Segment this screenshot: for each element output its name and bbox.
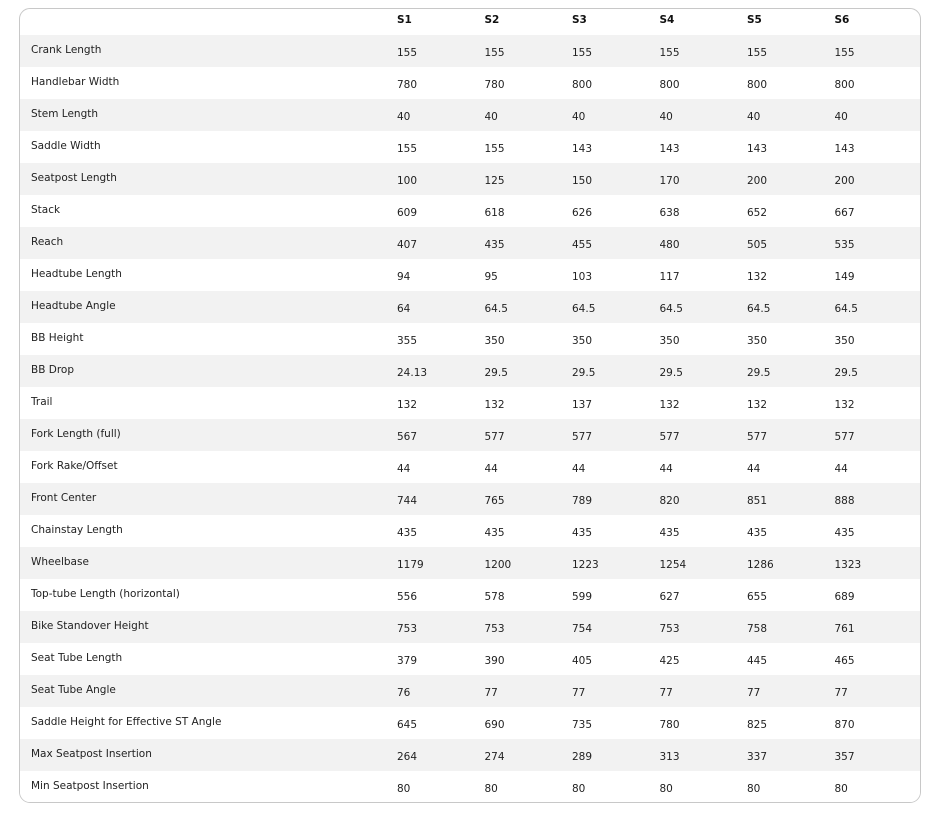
geometry-table bbox=[20, 9, 921, 803]
table-row bbox=[20, 707, 921, 739]
value-cell-s4: 77 bbox=[659, 687, 673, 699]
value-cell-s1: 780 bbox=[397, 79, 418, 91]
value-cell-s4: 800 bbox=[659, 79, 680, 91]
value-cell-s4: 117 bbox=[659, 271, 680, 283]
value-cell-s4: 44 bbox=[659, 463, 673, 475]
table-header bbox=[20, 9, 921, 35]
value-cell-s6: 77 bbox=[834, 687, 848, 699]
table-row bbox=[20, 291, 921, 323]
value-cell-s1: 40 bbox=[397, 111, 411, 123]
value-cell-s1: 24.13 bbox=[397, 367, 428, 379]
table-row bbox=[20, 483, 921, 515]
value-cell-s3: 455 bbox=[572, 239, 593, 251]
table-row bbox=[20, 35, 921, 67]
value-cell-s2: 155 bbox=[484, 47, 505, 59]
value-cell-s1: 609 bbox=[397, 207, 418, 219]
value-cell-s4: 350 bbox=[659, 335, 680, 347]
value-cell-s4: 627 bbox=[659, 591, 680, 603]
value-cell-s2: 690 bbox=[484, 719, 505, 731]
value-cell-s6: 200 bbox=[834, 175, 855, 187]
value-cell-s2: 64.5 bbox=[484, 303, 508, 315]
value-cell-s6: 577 bbox=[834, 431, 855, 443]
value-cell-s4: 820 bbox=[659, 495, 680, 507]
row-label: Headtube Angle bbox=[31, 300, 116, 312]
value-cell-s2: 80 bbox=[484, 783, 498, 795]
value-cell-s3: 350 bbox=[572, 335, 593, 347]
value-cell-s2: 350 bbox=[484, 335, 505, 347]
value-cell-s2: 765 bbox=[484, 495, 505, 507]
value-cell-s3: 80 bbox=[572, 783, 586, 795]
value-cell-s4: 425 bbox=[659, 655, 680, 667]
value-cell-s6: 689 bbox=[834, 591, 855, 603]
value-cell-s3: 735 bbox=[572, 719, 593, 731]
value-cell-s3: 137 bbox=[572, 399, 593, 411]
value-cell-s6: 44 bbox=[834, 463, 848, 475]
value-cell-s1: 76 bbox=[397, 687, 411, 699]
value-cell-s6: 800 bbox=[834, 79, 855, 91]
value-cell-s4: 638 bbox=[659, 207, 680, 219]
value-cell-s4: 1254 bbox=[659, 559, 687, 571]
value-cell-s2: 753 bbox=[484, 623, 505, 635]
value-cell-s1: 100 bbox=[397, 175, 418, 187]
value-cell-s5: 825 bbox=[747, 719, 768, 731]
row-label: Saddle Width bbox=[31, 140, 101, 152]
row-label: Stack bbox=[31, 204, 61, 216]
value-cell-s6: 357 bbox=[834, 751, 855, 763]
value-cell-s1: 753 bbox=[397, 623, 418, 635]
value-cell-s1: 94 bbox=[397, 271, 411, 283]
value-cell-s1: 1179 bbox=[397, 559, 424, 571]
row-label: Headtube Length bbox=[31, 268, 122, 280]
table-row bbox=[20, 195, 921, 227]
value-cell-s1: 744 bbox=[397, 495, 418, 507]
value-cell-s6: 667 bbox=[834, 207, 855, 219]
value-cell-s3: 64.5 bbox=[572, 303, 596, 315]
value-cell-s5: 44 bbox=[747, 463, 761, 475]
value-cell-s6: 143 bbox=[834, 143, 855, 155]
value-cell-s1: 44 bbox=[397, 463, 411, 475]
value-cell-s5: 80 bbox=[747, 783, 761, 795]
value-cell-s2: 125 bbox=[484, 175, 505, 187]
value-cell-s3: 435 bbox=[572, 527, 593, 539]
value-cell-s1: 407 bbox=[397, 239, 418, 251]
value-cell-s2: 618 bbox=[484, 207, 505, 219]
value-cell-s1: 155 bbox=[397, 47, 418, 59]
value-cell-s4: 40 bbox=[659, 111, 673, 123]
value-cell-s5: 1286 bbox=[747, 559, 774, 571]
table-row bbox=[20, 739, 921, 771]
value-cell-s3: 626 bbox=[572, 207, 593, 219]
table-row bbox=[20, 675, 921, 707]
value-cell-s4: 480 bbox=[659, 239, 680, 251]
value-cell-s2: 780 bbox=[484, 79, 505, 91]
geometry-table-container bbox=[19, 8, 921, 803]
row-label: Crank Length bbox=[31, 44, 102, 56]
value-cell-s5: 758 bbox=[747, 623, 768, 635]
table-row bbox=[20, 579, 921, 611]
value-cell-s4: 780 bbox=[659, 719, 680, 731]
table-row bbox=[20, 643, 921, 675]
value-cell-s1: 155 bbox=[397, 143, 418, 155]
value-cell-s5: 40 bbox=[747, 111, 761, 123]
value-cell-s5: 337 bbox=[747, 751, 768, 763]
value-cell-s3: 289 bbox=[572, 751, 593, 763]
value-cell-s6: 435 bbox=[834, 527, 855, 539]
value-cell-s2: 40 bbox=[484, 111, 498, 123]
table-row bbox=[20, 355, 921, 387]
row-label: Trail bbox=[31, 396, 53, 408]
value-cell-s3: 143 bbox=[572, 143, 593, 155]
value-cell-s3: 800 bbox=[572, 79, 593, 91]
value-cell-s1: 264 bbox=[397, 751, 418, 763]
row-label: Stem Length bbox=[31, 108, 99, 120]
value-cell-s5: 655 bbox=[747, 591, 768, 603]
value-cell-s2: 390 bbox=[484, 655, 505, 667]
value-cell-s2: 132 bbox=[484, 399, 505, 411]
value-cell-s1: 379 bbox=[397, 655, 418, 667]
value-cell-s3: 754 bbox=[572, 623, 593, 635]
value-cell-s6: 888 bbox=[834, 495, 855, 507]
value-cell-s5: 132 bbox=[747, 399, 768, 411]
value-cell-s1: 567 bbox=[397, 431, 418, 443]
table-row bbox=[20, 323, 921, 355]
value-cell-s5: 77 bbox=[747, 687, 761, 699]
value-cell-s3: 599 bbox=[572, 591, 593, 603]
value-cell-s2: 44 bbox=[484, 463, 498, 475]
value-cell-s6: 64.5 bbox=[834, 303, 858, 315]
row-label: Fork Length (full) bbox=[31, 428, 121, 440]
size-header-s5: S5 bbox=[747, 14, 762, 26]
value-cell-s2: 1200 bbox=[484, 559, 512, 571]
value-cell-s2: 435 bbox=[484, 527, 505, 539]
value-cell-s5: 350 bbox=[747, 335, 768, 347]
value-cell-s2: 155 bbox=[484, 143, 505, 155]
value-cell-s6: 80 bbox=[834, 783, 848, 795]
row-label: Reach bbox=[31, 236, 64, 248]
row-label: Chainstay Length bbox=[31, 524, 123, 536]
value-cell-s3: 40 bbox=[572, 111, 586, 123]
value-cell-s6: 149 bbox=[834, 271, 855, 283]
table-row bbox=[20, 547, 921, 579]
row-label: Top-tube Length (horizontal) bbox=[31, 588, 180, 600]
row-label: BB Drop bbox=[31, 364, 75, 376]
value-cell-s3: 103 bbox=[572, 271, 593, 283]
value-cell-s5: 200 bbox=[747, 175, 768, 187]
value-cell-s2: 578 bbox=[484, 591, 505, 603]
value-cell-s6: 465 bbox=[834, 655, 855, 667]
value-cell-s1: 556 bbox=[397, 591, 418, 603]
table-row bbox=[20, 131, 921, 163]
value-cell-s4: 435 bbox=[659, 527, 680, 539]
size-header-s1: S1 bbox=[397, 14, 412, 26]
table-row bbox=[20, 67, 921, 99]
size-header-s4: S4 bbox=[659, 14, 675, 26]
row-label: Fork Rake/Offset bbox=[31, 460, 118, 472]
value-cell-s5: 435 bbox=[747, 527, 768, 539]
table-row bbox=[20, 419, 921, 451]
value-cell-s5: 851 bbox=[747, 495, 768, 507]
value-cell-s3: 155 bbox=[572, 47, 593, 59]
value-cell-s6: 870 bbox=[834, 719, 855, 731]
value-cell-s4: 753 bbox=[659, 623, 680, 635]
value-cell-s3: 44 bbox=[572, 463, 586, 475]
table-row bbox=[20, 259, 921, 291]
table-row bbox=[20, 771, 921, 803]
value-cell-s1: 435 bbox=[397, 527, 418, 539]
value-cell-s5: 155 bbox=[747, 47, 768, 59]
value-cell-s5: 143 bbox=[747, 143, 768, 155]
value-cell-s4: 64.5 bbox=[659, 303, 683, 315]
header-row bbox=[20, 9, 921, 35]
value-cell-s2: 77 bbox=[484, 687, 498, 699]
value-cell-s3: 405 bbox=[572, 655, 593, 667]
row-label: Seat Tube Angle bbox=[31, 684, 116, 696]
table-row bbox=[20, 387, 921, 419]
value-cell-s3: 29.5 bbox=[572, 367, 596, 379]
value-cell-s2: 274 bbox=[484, 751, 505, 763]
row-label: Bike Standover Height bbox=[31, 620, 149, 632]
value-cell-s3: 789 bbox=[572, 495, 593, 507]
table-row bbox=[20, 611, 921, 643]
value-cell-s5: 652 bbox=[747, 207, 768, 219]
table-row bbox=[20, 515, 921, 547]
value-cell-s3: 150 bbox=[572, 175, 593, 187]
value-cell-s5: 800 bbox=[747, 79, 768, 91]
row-label: Max Seatpost Insertion bbox=[31, 748, 152, 760]
value-cell-s5: 445 bbox=[747, 655, 768, 667]
size-header-s3: S3 bbox=[572, 14, 587, 26]
value-cell-s4: 170 bbox=[659, 175, 680, 187]
value-cell-s4: 155 bbox=[659, 47, 680, 59]
value-cell-s6: 1323 bbox=[834, 559, 862, 571]
value-cell-s6: 155 bbox=[834, 47, 855, 59]
row-label: BB Height bbox=[31, 332, 84, 344]
value-cell-s6: 350 bbox=[834, 335, 855, 347]
value-cell-s1: 64 bbox=[397, 303, 411, 315]
row-label: Handlebar Width bbox=[31, 76, 120, 88]
value-cell-s3: 77 bbox=[572, 687, 586, 699]
row-label: Saddle Height for Effective ST Angle bbox=[31, 716, 222, 728]
value-cell-s2: 577 bbox=[484, 431, 505, 443]
value-cell-s6: 40 bbox=[834, 111, 848, 123]
value-cell-s1: 132 bbox=[397, 399, 418, 411]
header-label-cell bbox=[20, 9, 397, 35]
value-cell-s6: 761 bbox=[834, 623, 855, 635]
value-cell-s5: 29.5 bbox=[747, 367, 771, 379]
value-cell-s5: 505 bbox=[747, 239, 768, 251]
size-header-s6: S6 bbox=[834, 14, 850, 26]
table-row bbox=[20, 163, 921, 195]
value-cell-s4: 313 bbox=[659, 751, 680, 763]
value-cell-s2: 29.5 bbox=[484, 367, 508, 379]
table-row bbox=[20, 227, 921, 259]
value-cell-s2: 435 bbox=[484, 239, 505, 251]
row-label: Front Center bbox=[31, 492, 97, 504]
value-cell-s4: 80 bbox=[659, 783, 673, 795]
value-cell-s5: 64.5 bbox=[747, 303, 771, 315]
row-label: Seat Tube Length bbox=[31, 652, 123, 664]
value-cell-s2: 95 bbox=[484, 271, 498, 283]
value-cell-s1: 80 bbox=[397, 783, 411, 795]
table-body bbox=[20, 35, 921, 803]
value-cell-s5: 577 bbox=[747, 431, 768, 443]
value-cell-s4: 143 bbox=[659, 143, 680, 155]
row-label: Seatpost Length bbox=[31, 172, 117, 184]
value-cell-s1: 645 bbox=[397, 719, 418, 731]
value-cell-s1: 355 bbox=[397, 335, 418, 347]
value-cell-s6: 29.5 bbox=[834, 367, 858, 379]
value-cell-s4: 29.5 bbox=[659, 367, 683, 379]
value-cell-s6: 132 bbox=[834, 399, 855, 411]
value-cell-s4: 132 bbox=[659, 399, 680, 411]
row-label: Wheelbase bbox=[31, 556, 89, 568]
value-cell-s3: 1223 bbox=[572, 559, 599, 571]
row-label: Min Seatpost Insertion bbox=[31, 780, 149, 792]
value-cell-s5: 132 bbox=[747, 271, 768, 283]
value-cell-s6: 535 bbox=[834, 239, 855, 251]
value-cell-s3: 577 bbox=[572, 431, 593, 443]
table-row bbox=[20, 99, 921, 131]
size-header-s2: S2 bbox=[484, 14, 500, 26]
table-row bbox=[20, 451, 921, 483]
value-cell-s4: 577 bbox=[659, 431, 680, 443]
